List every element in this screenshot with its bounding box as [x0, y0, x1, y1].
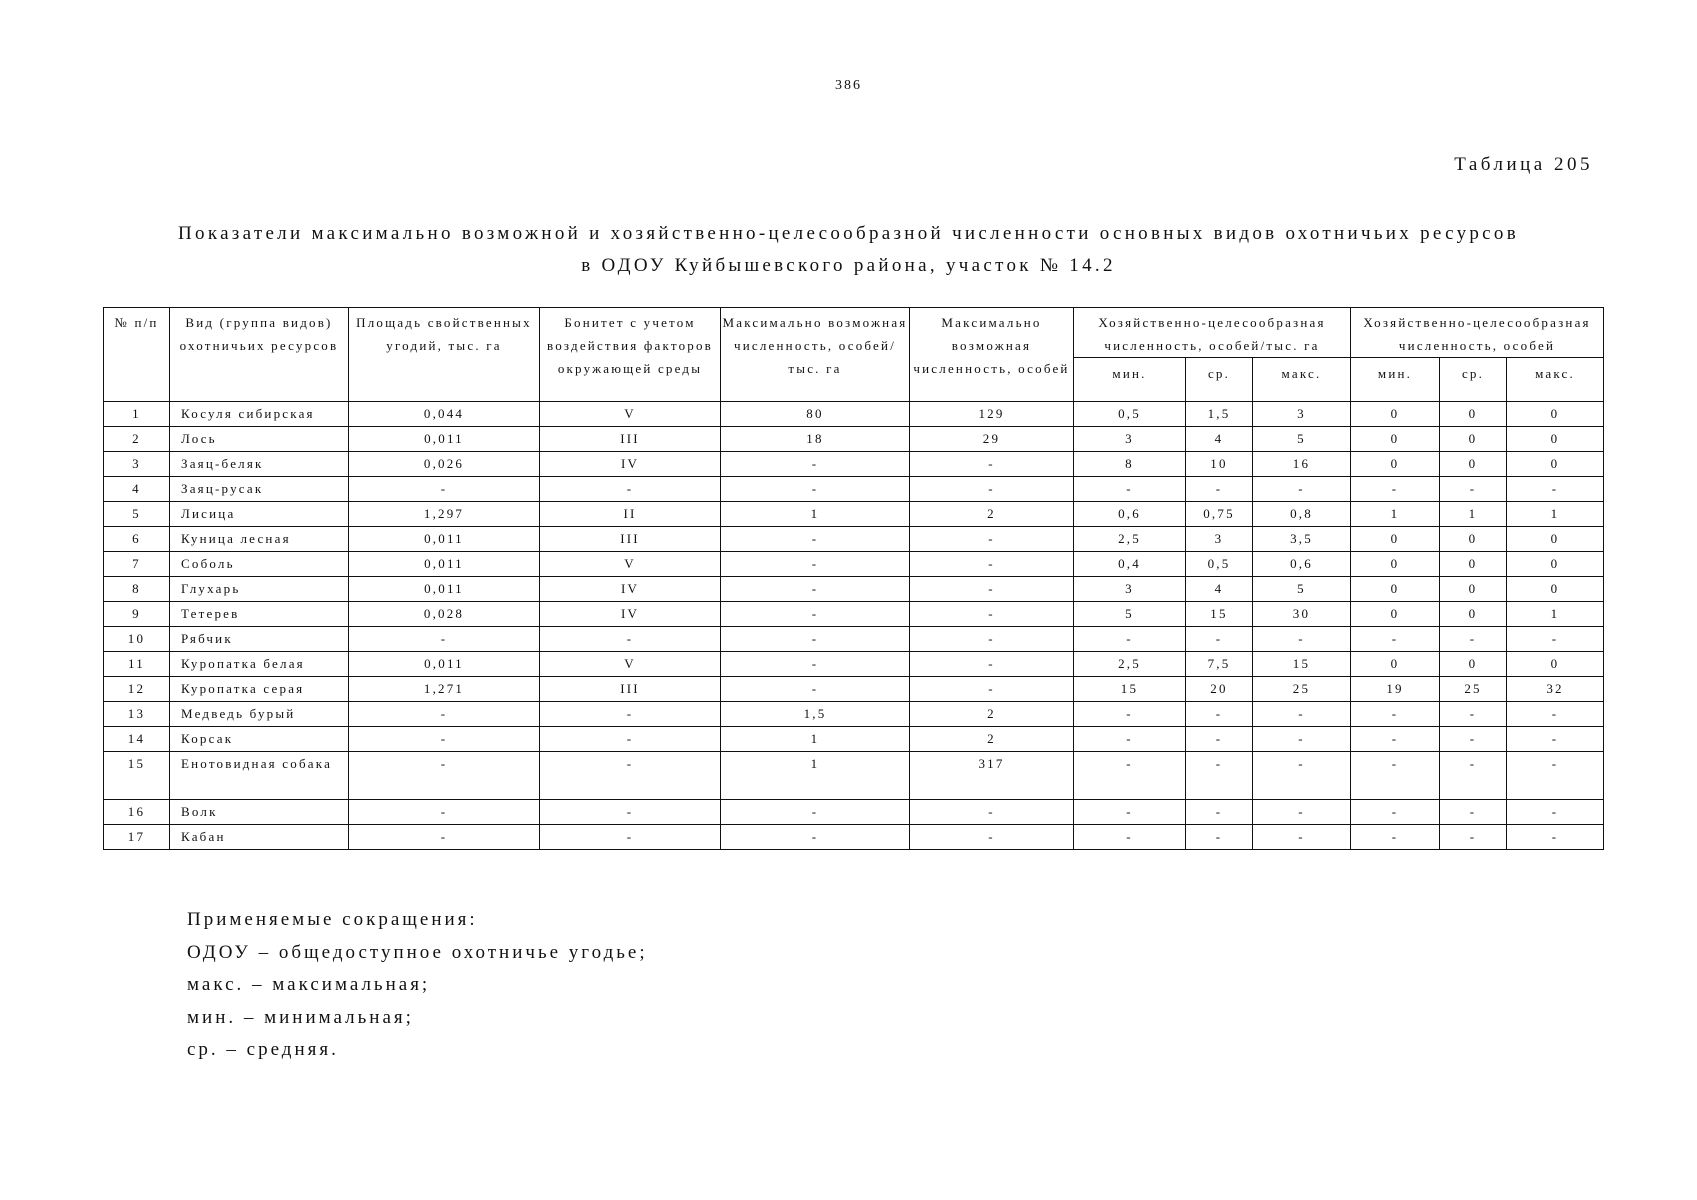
cell-bonitet: -	[540, 825, 721, 850]
cell-density-max: 0,8	[1253, 502, 1351, 527]
document-title-line-2: в ОДОУ Куйбышевского района, участок № 14.2	[581, 255, 1116, 276]
cell-species: Куница лесная	[170, 527, 349, 552]
cell-max-count: 2	[910, 502, 1074, 527]
cell-density-max: 30	[1253, 602, 1351, 627]
cell-count-avg: 1	[1440, 502, 1507, 527]
table-row	[104, 577, 1604, 602]
abbreviation-item: мин. – минимальная;	[187, 1006, 414, 1028]
cell-max-count: -	[910, 677, 1074, 702]
cell-num: 12	[104, 677, 170, 702]
cell-species: Лисица	[170, 502, 349, 527]
table-row	[104, 452, 1604, 477]
cell-max-count: -	[910, 652, 1074, 677]
cell-density-min: 0,4	[1074, 552, 1186, 577]
cell-count-avg: -	[1440, 477, 1507, 502]
header-econ-count: Хозяйственно-целесообразная численность, особей	[1351, 308, 1604, 358]
cell-density-max: 5	[1253, 577, 1351, 602]
header-density-min: мин.	[1074, 358, 1186, 402]
cell-max-density: -	[721, 602, 910, 627]
cell-max-density: 18	[721, 427, 910, 452]
cell-area: -	[349, 727, 540, 752]
table-row	[104, 527, 1604, 552]
cell-area: -	[349, 702, 540, 727]
cell-count-min: 0	[1351, 402, 1440, 427]
cell-max-density: -	[721, 527, 910, 552]
cell-max-count: -	[910, 452, 1074, 477]
abbreviations-block	[187, 904, 648, 1067]
cell-area: -	[349, 800, 540, 825]
cell-bonitet: V	[540, 402, 721, 427]
cell-species: Лось	[170, 427, 349, 452]
cell-bonitet: -	[540, 702, 721, 727]
cell-bonitet: -	[540, 752, 721, 800]
cell-max-count: 2	[910, 702, 1074, 727]
cell-species: Енотовидная собака	[170, 752, 349, 800]
cell-max-count: -	[910, 825, 1074, 850]
cell-count-max: 0	[1507, 552, 1604, 577]
cell-num: 1	[104, 402, 170, 427]
cell-max-density: -	[721, 677, 910, 702]
cell-count-max: -	[1507, 477, 1604, 502]
table-row	[104, 727, 1604, 752]
cell-max-count: -	[910, 477, 1074, 502]
cell-max-count: 129	[910, 402, 1074, 427]
cell-count-max: 0	[1507, 577, 1604, 602]
cell-bonitet: III	[540, 527, 721, 552]
cell-density-avg: -	[1186, 825, 1253, 850]
cell-count-avg: 0	[1440, 402, 1507, 427]
table-body	[104, 402, 1604, 850]
table-header	[104, 308, 1604, 402]
cell-density-avg: 0,75	[1186, 502, 1253, 527]
cell-count-avg: -	[1440, 800, 1507, 825]
abbreviation-item: ср. – средняя.	[187, 1039, 339, 1061]
header-count-max: макс.	[1507, 358, 1604, 402]
cell-count-min: -	[1351, 477, 1440, 502]
cell-count-max: 0	[1507, 652, 1604, 677]
cell-density-min: -	[1074, 702, 1186, 727]
cell-bonitet: III	[540, 677, 721, 702]
cell-count-min: 0	[1351, 452, 1440, 477]
cell-bonitet: -	[540, 800, 721, 825]
abbreviation-item: макс. – максимальная;	[187, 974, 431, 996]
cell-bonitet: V	[540, 652, 721, 677]
cell-density-min: 2,5	[1074, 527, 1186, 552]
cell-density-max: -	[1253, 702, 1351, 727]
cell-max-count: -	[910, 602, 1074, 627]
cell-max-density: 1	[721, 727, 910, 752]
cell-density-max: -	[1253, 627, 1351, 652]
cell-area: 0,011	[349, 577, 540, 602]
cell-max-count: 2	[910, 727, 1074, 752]
cell-density-min: -	[1074, 752, 1186, 800]
cell-count-max: -	[1507, 752, 1604, 800]
cell-density-max: -	[1253, 752, 1351, 800]
cell-area: 0,011	[349, 427, 540, 452]
table-row	[104, 427, 1604, 452]
cell-density-max: 16	[1253, 452, 1351, 477]
cell-species: Медведь бурый	[170, 702, 349, 727]
cell-count-min: -	[1351, 752, 1440, 800]
cell-density-max: 3,5	[1253, 527, 1351, 552]
cell-species: Корсак	[170, 727, 349, 752]
cell-density-max: -	[1253, 727, 1351, 752]
table-row	[104, 477, 1604, 502]
cell-density-avg: 15	[1186, 602, 1253, 627]
cell-count-avg: 0	[1440, 452, 1507, 477]
cell-num: 16	[104, 800, 170, 825]
cell-max-density: -	[721, 552, 910, 577]
cell-count-min: 19	[1351, 677, 1440, 702]
cell-count-avg: 0	[1440, 602, 1507, 627]
cell-max-count: -	[910, 527, 1074, 552]
cell-species: Глухарь	[170, 577, 349, 602]
header-density-avg: ср.	[1186, 358, 1253, 402]
cell-bonitet: IV	[540, 602, 721, 627]
cell-density-avg: -	[1186, 727, 1253, 752]
cell-count-min: -	[1351, 627, 1440, 652]
cell-count-max: 1	[1507, 602, 1604, 627]
header-area: Площадь свойственных угодий, тыс. га	[349, 308, 540, 402]
cell-count-avg: 0	[1440, 652, 1507, 677]
cell-count-max: -	[1507, 800, 1604, 825]
cell-max-density: -	[721, 627, 910, 652]
cell-species: Волк	[170, 800, 349, 825]
cell-num: 3	[104, 452, 170, 477]
cell-density-max: 25	[1253, 677, 1351, 702]
cell-density-max: 0,6	[1253, 552, 1351, 577]
cell-density-avg: 0,5	[1186, 552, 1253, 577]
cell-num: 5	[104, 502, 170, 527]
cell-num: 6	[104, 527, 170, 552]
cell-density-avg: 1,5	[1186, 402, 1253, 427]
cell-species: Соболь	[170, 552, 349, 577]
cell-density-avg: 4	[1186, 427, 1253, 452]
cell-density-avg: -	[1186, 627, 1253, 652]
table-label: Таблица 205	[1454, 154, 1593, 175]
cell-count-min: 0	[1351, 552, 1440, 577]
cell-species: Куропатка белая	[170, 652, 349, 677]
cell-density-min: -	[1074, 825, 1186, 850]
cell-count-avg: -	[1440, 825, 1507, 850]
cell-num: 14	[104, 727, 170, 752]
cell-count-avg: -	[1440, 702, 1507, 727]
cell-bonitet: IV	[540, 452, 721, 477]
cell-max-count: 317	[910, 752, 1074, 800]
cell-density-avg: -	[1186, 800, 1253, 825]
cell-num: 10	[104, 627, 170, 652]
cell-density-max: -	[1253, 825, 1351, 850]
cell-bonitet: III	[540, 427, 721, 452]
cell-bonitet: -	[540, 727, 721, 752]
cell-count-min: 0	[1351, 427, 1440, 452]
cell-area: 0,011	[349, 527, 540, 552]
cell-max-density: 1,5	[721, 702, 910, 727]
table-row	[104, 752, 1604, 800]
cell-max-density: -	[721, 652, 910, 677]
cell-count-avg: 0	[1440, 577, 1507, 602]
cell-count-max: -	[1507, 627, 1604, 652]
cell-density-min: 0,6	[1074, 502, 1186, 527]
cell-species: Заяц-беляк	[170, 452, 349, 477]
cell-count-min: -	[1351, 702, 1440, 727]
cell-density-avg: -	[1186, 477, 1253, 502]
cell-count-min: -	[1351, 800, 1440, 825]
cell-count-min: 0	[1351, 652, 1440, 677]
cell-bonitet: -	[540, 627, 721, 652]
header-density-max: макс.	[1253, 358, 1351, 402]
cell-count-max: 32	[1507, 677, 1604, 702]
cell-num: 13	[104, 702, 170, 727]
header-max-density: Максимально возможная численность, особей/тыс. га	[721, 308, 910, 402]
table-row	[104, 402, 1604, 427]
cell-area: -	[349, 477, 540, 502]
cell-max-count: -	[910, 552, 1074, 577]
cell-count-min: 1	[1351, 502, 1440, 527]
cell-count-avg: 25	[1440, 677, 1507, 702]
table-row	[104, 627, 1604, 652]
cell-density-min: 5	[1074, 602, 1186, 627]
cell-max-density: -	[721, 452, 910, 477]
cell-count-avg: 0	[1440, 552, 1507, 577]
cell-bonitet: -	[540, 477, 721, 502]
table-row	[104, 552, 1604, 577]
page-number: 386	[835, 78, 862, 93]
cell-density-min: 15	[1074, 677, 1186, 702]
cell-count-min: 0	[1351, 602, 1440, 627]
cell-density-min: -	[1074, 800, 1186, 825]
cell-max-count: -	[910, 627, 1074, 652]
cell-num: 15	[104, 752, 170, 800]
cell-density-max: 15	[1253, 652, 1351, 677]
cell-count-min: -	[1351, 727, 1440, 752]
cell-max-count: -	[910, 577, 1074, 602]
table-row	[104, 652, 1604, 677]
cell-count-max: 0	[1507, 402, 1604, 427]
cell-max-density: -	[721, 577, 910, 602]
cell-max-density: -	[721, 477, 910, 502]
cell-count-min: 0	[1351, 527, 1440, 552]
cell-count-max: 0	[1507, 452, 1604, 477]
cell-density-min: -	[1074, 477, 1186, 502]
cell-count-max: -	[1507, 702, 1604, 727]
cell-count-avg: -	[1440, 627, 1507, 652]
cell-density-max: 5	[1253, 427, 1351, 452]
table-row	[104, 602, 1604, 627]
cell-area: 0,028	[349, 602, 540, 627]
table-row	[104, 825, 1604, 850]
cell-area: 1,271	[349, 677, 540, 702]
header-max-count: Максимально возможная численность, особей	[910, 308, 1074, 402]
table-row	[104, 502, 1604, 527]
cell-count-avg: -	[1440, 752, 1507, 800]
cell-bonitet: V	[540, 552, 721, 577]
cell-density-avg: 10	[1186, 452, 1253, 477]
cell-density-min: 3	[1074, 427, 1186, 452]
cell-area: -	[349, 627, 540, 652]
cell-max-density: 80	[721, 402, 910, 427]
cell-bonitet: IV	[540, 577, 721, 602]
cell-density-min: 0,5	[1074, 402, 1186, 427]
cell-area: 0,026	[349, 452, 540, 477]
cell-species: Заяц-русак	[170, 477, 349, 502]
cell-max-count: -	[910, 800, 1074, 825]
cell-density-max: -	[1253, 477, 1351, 502]
cell-count-max: 0	[1507, 427, 1604, 452]
cell-num: 11	[104, 652, 170, 677]
abbreviation-item: ОДОУ – общедоступное охотничье угодье;	[187, 941, 648, 963]
cell-density-avg: -	[1186, 752, 1253, 800]
cell-count-avg: 0	[1440, 527, 1507, 552]
cell-density-min: -	[1074, 727, 1186, 752]
cell-species: Кабан	[170, 825, 349, 850]
table-row	[104, 702, 1604, 727]
cell-count-avg: -	[1440, 727, 1507, 752]
cell-max-density: -	[721, 800, 910, 825]
header-count-min: мин.	[1351, 358, 1440, 402]
header-species: Вид (группа видов) охотничьих ресурсов	[170, 308, 349, 402]
cell-density-avg: 4	[1186, 577, 1253, 602]
header-count-avg: ср.	[1440, 358, 1507, 402]
cell-density-avg: -	[1186, 702, 1253, 727]
cell-num: 9	[104, 602, 170, 627]
cell-density-min: 3	[1074, 577, 1186, 602]
cell-count-max: 1	[1507, 502, 1604, 527]
cell-num: 4	[104, 477, 170, 502]
cell-species: Куропатка серая	[170, 677, 349, 702]
cell-species: Тетерев	[170, 602, 349, 627]
cell-count-min: -	[1351, 825, 1440, 850]
document-title-line-1: Показатели максимально возможной и хозяйственно-целесообразной численности основных видов охотничьих ресурсов	[178, 223, 1519, 244]
cell-density-min: 2,5	[1074, 652, 1186, 677]
table-row	[104, 677, 1604, 702]
cell-area: 0,011	[349, 652, 540, 677]
cell-max-density: -	[721, 825, 910, 850]
cell-count-max: -	[1507, 825, 1604, 850]
cell-count-max: -	[1507, 727, 1604, 752]
cell-density-max: -	[1253, 800, 1351, 825]
cell-num: 17	[104, 825, 170, 850]
document-title	[60, 218, 1637, 282]
cell-max-density: 1	[721, 502, 910, 527]
cell-area: -	[349, 752, 540, 800]
abbreviations-heading: Применяемые сокращения:	[187, 909, 478, 930]
cell-num: 2	[104, 427, 170, 452]
cell-num: 8	[104, 577, 170, 602]
cell-num: 7	[104, 552, 170, 577]
header-econ-density: Хозяйственно-целесообразная численность, особей/тыс. га	[1074, 308, 1351, 358]
cell-bonitet: II	[540, 502, 721, 527]
cell-count-min: 0	[1351, 577, 1440, 602]
cell-max-count: 29	[910, 427, 1074, 452]
cell-area: 0,044	[349, 402, 540, 427]
hunting-resources-table	[103, 307, 1604, 850]
cell-count-max: 0	[1507, 527, 1604, 552]
cell-species: Рябчик	[170, 627, 349, 652]
cell-area: 1,297	[349, 502, 540, 527]
cell-density-avg: 20	[1186, 677, 1253, 702]
table-row	[104, 800, 1604, 825]
header-bonitet: Бонитет с учетом воздействия факторов окружающей среды	[540, 308, 721, 402]
cell-density-min: -	[1074, 627, 1186, 652]
cell-density-max: 3	[1253, 402, 1351, 427]
cell-max-density: 1	[721, 752, 910, 800]
header-num: № п/п	[104, 308, 170, 402]
cell-density-avg: 3	[1186, 527, 1253, 552]
cell-area: -	[349, 825, 540, 850]
cell-density-min: 8	[1074, 452, 1186, 477]
cell-density-avg: 7,5	[1186, 652, 1253, 677]
cell-species: Косуля сибирская	[170, 402, 349, 427]
cell-area: 0,011	[349, 552, 540, 577]
cell-count-avg: 0	[1440, 427, 1507, 452]
